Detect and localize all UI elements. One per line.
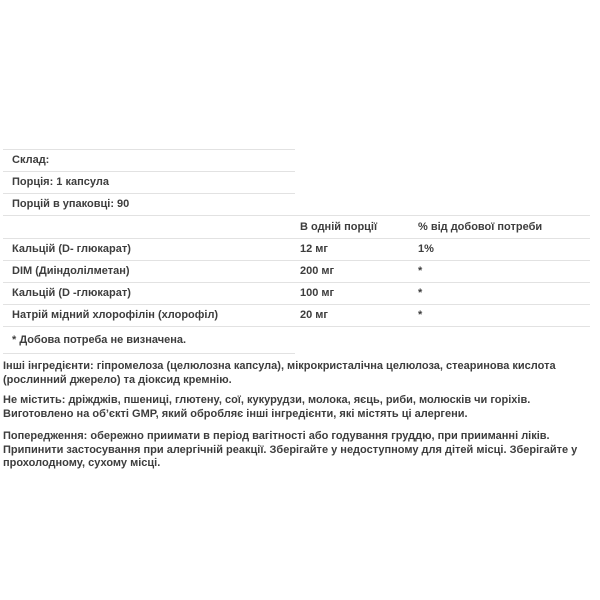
table-row bbox=[3, 260, 590, 282]
daily-value-footnote: * Добова потреба не визначена. bbox=[3, 326, 590, 353]
ingredient-name: Кальцій (D -глюкарат) bbox=[12, 287, 131, 299]
ingredient-name: Натрій мідний хлорофілін (хлорофіл) bbox=[12, 309, 219, 321]
allergen-info-text: Не містить: дріжджів, пшениці, глютену, сої, кукурудзи, молока, яєць, риби, молюсків чи горіхів. Виготовлено на об’єкті GMP, який обробляє інші інгредієнти, які містять ці алергени. bbox=[3, 394, 531, 420]
info-row-composition: Склад: bbox=[3, 149, 295, 171]
warnings-text: Попередження: обережно приимати в період вагітності або годування груддю, при прииманні ліків. Припинити застосування при алергічній реакції. Зберігайте у недоступному для дітей місці. Зберігайте у прохолодному, сухому місці. bbox=[3, 430, 578, 469]
ingredient-name: Кальцій (D- глюкарат) bbox=[12, 243, 131, 255]
table-header-ingredient bbox=[3, 216, 300, 238]
ingredient-daily-value: 1% bbox=[418, 243, 434, 255]
table-header-per-serving: В одній порції bbox=[300, 221, 378, 233]
ingredient-amount: 12 мг bbox=[300, 243, 329, 255]
ingredient-daily-value: * bbox=[418, 265, 423, 277]
info-row-serving-size: Порція: 1 капсула bbox=[3, 171, 295, 193]
ingredient-daily-value: * bbox=[418, 287, 423, 299]
ingredient-amount: 200 мг bbox=[300, 265, 335, 277]
ingredient-amount: 100 мг bbox=[300, 287, 335, 299]
table-header-row bbox=[3, 215, 590, 238]
info-row-servings-per-container: Порцій в упаковці: 90 bbox=[3, 193, 295, 215]
supplement-facts-panel bbox=[3, 149, 590, 471]
table-row bbox=[3, 304, 590, 326]
ingredient-name: DIM (Диіндолілметан) bbox=[12, 265, 130, 277]
ingredient-amount: 20 мг bbox=[300, 309, 329, 321]
table-row bbox=[3, 282, 590, 304]
table-row bbox=[3, 238, 590, 260]
other-ingredients-text: Інші інгредієнти: гіпромелоза (целюлозна капсула), мікрокристалічна целюлоза, стеаринова кислота (рослинний джерело) та діоксид кремнію. bbox=[3, 360, 556, 386]
ingredient-daily-value: * bbox=[418, 309, 423, 321]
table-header-daily-value: % від добової потреби bbox=[418, 221, 543, 233]
